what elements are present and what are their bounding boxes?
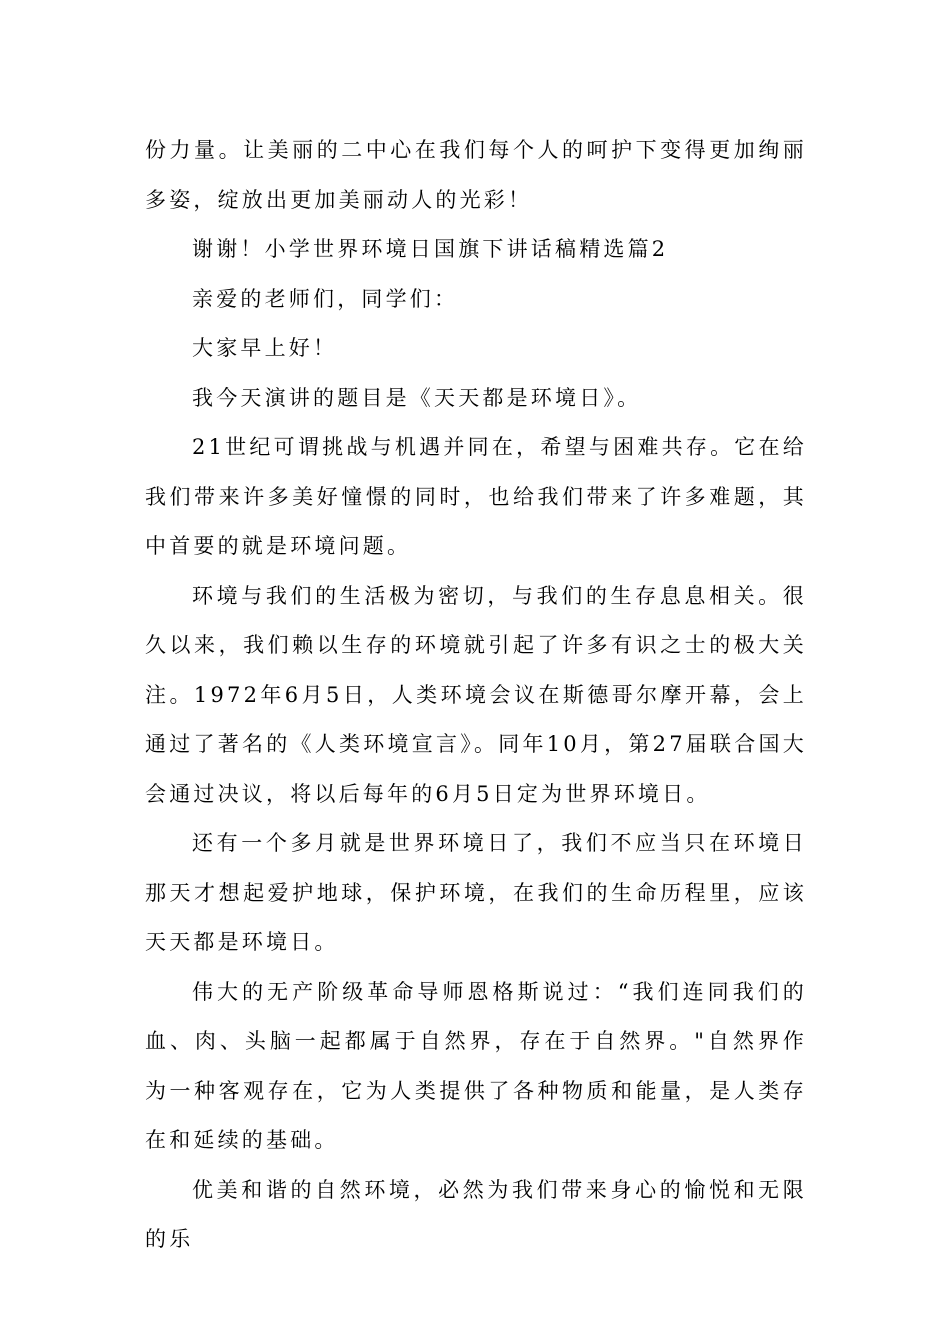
paragraph-9: 伟大的无产阶级革命导师恩格斯说过：“我们连同我们的血、肉、头脑一起都属于自然界，存在于自然界。"自然界作为一种客观存在，它为人类提供了各种物质和能量，是人类存在和延续的基础。 <box>145 979 807 1152</box>
paragraph-3: 亲爱的老师们，同学们： <box>192 286 459 311</box>
paragraph-6: 21世纪可谓挑战与机遇并同在，希望与困难共存。它在给我们带来许多美好憧憬的同时，也给我们带来了许多难题，其中首要的就是环境问题。 <box>145 435 807 558</box>
paragraph-2: 谢谢！小学世界环境日国旗下讲话稿精选篇2 <box>192 237 669 261</box>
document-body <box>145 126 807 1265</box>
paragraph-7: 环境与我们的生活极为密切，与我们的生存息息相关。很久以来，我们赖以生存的环境就引起了许多有识之士的极大关注。1972年6月5日，人类环境会议在斯德哥尔摩开幕，会上通过了著名的《人类环境宣言》。同年10月，第27届联合国大会通过决议，将以后每年的6月5日定为世界环境日。 <box>145 583 807 806</box>
paragraph-1: 份力量。让美丽的二中心在我们每个人的呵护下变得更加绚丽多姿，绽放出更加美丽动人的光彩！ <box>145 138 807 212</box>
paragraph-8: 还有一个多月就是世界环境日了，我们不应当只在环境日那天才想起爱护地球，保护环境，在我们的生命历程里，应该天天都是环境日。 <box>145 831 807 954</box>
paragraph-5: 我今天演讲的题目是《天天都是环境日》。 <box>192 385 642 410</box>
paragraph-10: 优美和谐的自然环境，必然为我们带来身心的愉悦和无限的乐 <box>145 1177 807 1251</box>
paragraph-4: 大家早上好！ <box>192 336 338 360</box>
